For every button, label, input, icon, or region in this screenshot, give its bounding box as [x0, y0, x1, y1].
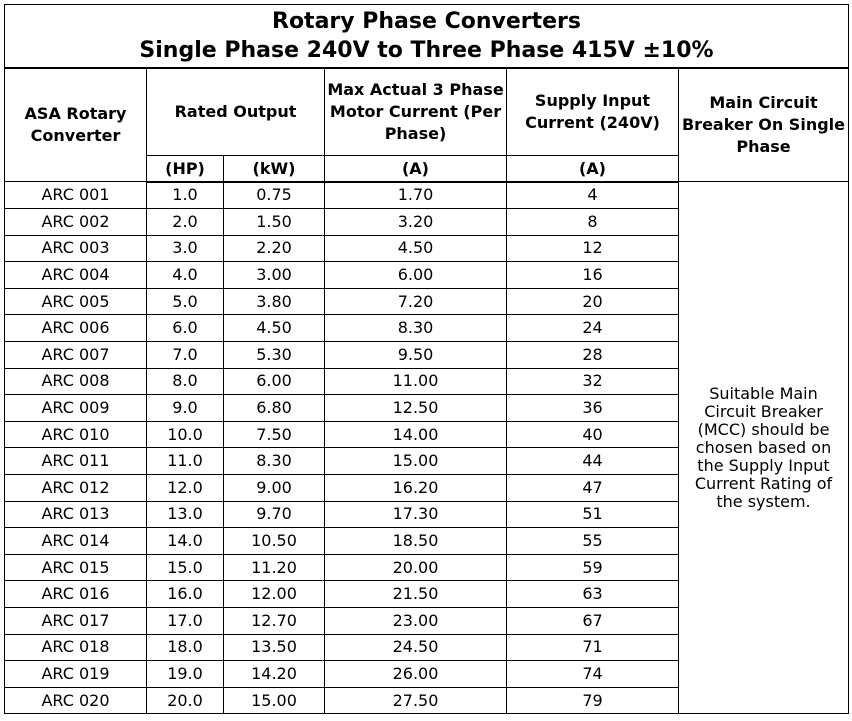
cell-model: ARC 007 [5, 342, 147, 369]
cell-supply-current: 79 [507, 687, 679, 714]
cell-hp: 7.0 [147, 342, 224, 369]
unit-supply-current: (A) [507, 155, 679, 182]
cell-hp: 10.0 [147, 421, 224, 448]
cell-hp: 8.0 [147, 368, 224, 395]
table-title [5, 5, 849, 69]
cell-kw: 12.00 [224, 581, 325, 608]
cell-hp: 4.0 [147, 262, 224, 289]
cell-model: ARC 011 [5, 448, 147, 475]
cell-kw: 1.50 [224, 209, 325, 236]
cell-supply-current: 67 [507, 608, 679, 635]
cell-kw: 6.00 [224, 368, 325, 395]
cell-model: ARC 001 [5, 182, 147, 209]
cell-hp: 1.0 [147, 182, 224, 209]
cell-supply-current: 28 [507, 342, 679, 369]
cell-motor-current: 14.00 [325, 421, 507, 448]
cell-motor-current: 18.50 [325, 528, 507, 555]
cell-motor-current: 20.00 [325, 554, 507, 581]
cell-hp: 3.0 [147, 235, 224, 262]
cell-supply-current: 44 [507, 448, 679, 475]
cell-model: ARC 014 [5, 528, 147, 555]
cell-model: ARC 005 [5, 288, 147, 315]
cell-model: ARC 016 [5, 581, 147, 608]
cell-model: ARC 013 [5, 501, 147, 528]
breaker-note: Suitable Main Circuit Breaker (MCC) should be chosen based on the Supply Input Current Rating of the system. [679, 182, 849, 714]
cell-model: ARC 019 [5, 661, 147, 688]
header-model: ASA Rotary Converter [5, 68, 147, 182]
cell-motor-current: 3.20 [325, 209, 507, 236]
cell-hp: 11.0 [147, 448, 224, 475]
cell-motor-current: 16.20 [325, 475, 507, 502]
cell-supply-current: 59 [507, 554, 679, 581]
cell-motor-current: 15.00 [325, 448, 507, 475]
cell-motor-current: 11.00 [325, 368, 507, 395]
cell-motor-current: 17.30 [325, 501, 507, 528]
cell-motor-current: 26.00 [325, 661, 507, 688]
cell-kw: 4.50 [224, 315, 325, 342]
cell-kw: 7.50 [224, 421, 325, 448]
cell-hp: 17.0 [147, 608, 224, 635]
cell-hp: 15.0 [147, 554, 224, 581]
cell-supply-current: 4 [507, 182, 679, 209]
cell-model: ARC 002 [5, 209, 147, 236]
cell-supply-current: 63 [507, 581, 679, 608]
cell-model: ARC 012 [5, 475, 147, 502]
cell-kw: 3.80 [224, 288, 325, 315]
cell-model: ARC 015 [5, 554, 147, 581]
title-line-1: Rotary Phase Converters [272, 9, 581, 34]
cell-model: ARC 010 [5, 421, 147, 448]
cell-supply-current: 20 [507, 288, 679, 315]
header-motor-current: Max Actual 3 Phase Motor Current (Per Phase) [325, 68, 507, 155]
header-breaker: Main Circuit Breaker On Single Phase [679, 68, 849, 182]
cell-model: ARC 009 [5, 395, 147, 422]
cell-hp: 14.0 [147, 528, 224, 555]
cell-model: ARC 018 [5, 634, 147, 661]
cell-model: ARC 003 [5, 235, 147, 262]
cell-model: ARC 020 [5, 687, 147, 714]
cell-kw: 10.50 [224, 528, 325, 555]
cell-supply-current: 47 [507, 475, 679, 502]
cell-model: ARC 008 [5, 368, 147, 395]
cell-kw: 2.20 [224, 235, 325, 262]
cell-hp: 18.0 [147, 634, 224, 661]
cell-hp: 6.0 [147, 315, 224, 342]
cell-motor-current: 24.50 [325, 634, 507, 661]
cell-model: ARC 017 [5, 608, 147, 635]
cell-motor-current: 8.30 [325, 315, 507, 342]
table-row [5, 182, 849, 209]
cell-kw: 9.70 [224, 501, 325, 528]
cell-supply-current: 24 [507, 315, 679, 342]
cell-supply-current: 8 [507, 209, 679, 236]
cell-supply-current: 36 [507, 395, 679, 422]
cell-hp: 13.0 [147, 501, 224, 528]
cell-kw: 3.00 [224, 262, 325, 289]
cell-motor-current: 27.50 [325, 687, 507, 714]
table-body [5, 182, 849, 714]
cell-motor-current: 9.50 [325, 342, 507, 369]
unit-hp: (HP) [147, 155, 224, 182]
cell-supply-current: 71 [507, 634, 679, 661]
cell-model: ARC 006 [5, 315, 147, 342]
title-line-2: Single Phase 240V to Three Phase 415V ±10% [139, 38, 714, 63]
cell-kw: 6.80 [224, 395, 325, 422]
cell-supply-current: 74 [507, 661, 679, 688]
cell-supply-current: 12 [507, 235, 679, 262]
cell-supply-current: 16 [507, 262, 679, 289]
cell-motor-current: 1.70 [325, 182, 507, 209]
cell-hp: 5.0 [147, 288, 224, 315]
cell-hp: 9.0 [147, 395, 224, 422]
cell-motor-current: 7.20 [325, 288, 507, 315]
cell-supply-current: 51 [507, 501, 679, 528]
cell-motor-current: 4.50 [325, 235, 507, 262]
cell-kw: 11.20 [224, 554, 325, 581]
header-supply-current: Supply Input Current (240V) [507, 68, 679, 155]
rotary-converter-spec-table [4, 4, 849, 714]
cell-motor-current: 6.00 [325, 262, 507, 289]
cell-supply-current: 32 [507, 368, 679, 395]
cell-motor-current: 23.00 [325, 608, 507, 635]
cell-kw: 14.20 [224, 661, 325, 688]
cell-kw: 8.30 [224, 448, 325, 475]
cell-hp: 16.0 [147, 581, 224, 608]
cell-hp: 19.0 [147, 661, 224, 688]
cell-motor-current: 12.50 [325, 395, 507, 422]
cell-model: ARC 004 [5, 262, 147, 289]
cell-hp: 20.0 [147, 687, 224, 714]
cell-kw: 15.00 [224, 687, 325, 714]
cell-supply-current: 55 [507, 528, 679, 555]
cell-kw: 13.50 [224, 634, 325, 661]
unit-kw: (kW) [224, 155, 325, 182]
cell-kw: 5.30 [224, 342, 325, 369]
cell-kw: 12.70 [224, 608, 325, 635]
header-rated-output: Rated Output [147, 68, 325, 155]
unit-motor-current: (A) [325, 155, 507, 182]
cell-hp: 12.0 [147, 475, 224, 502]
cell-motor-current: 21.50 [325, 581, 507, 608]
cell-supply-current: 40 [507, 421, 679, 448]
cell-kw: 0.75 [224, 182, 325, 209]
cell-kw: 9.00 [224, 475, 325, 502]
cell-hp: 2.0 [147, 209, 224, 236]
